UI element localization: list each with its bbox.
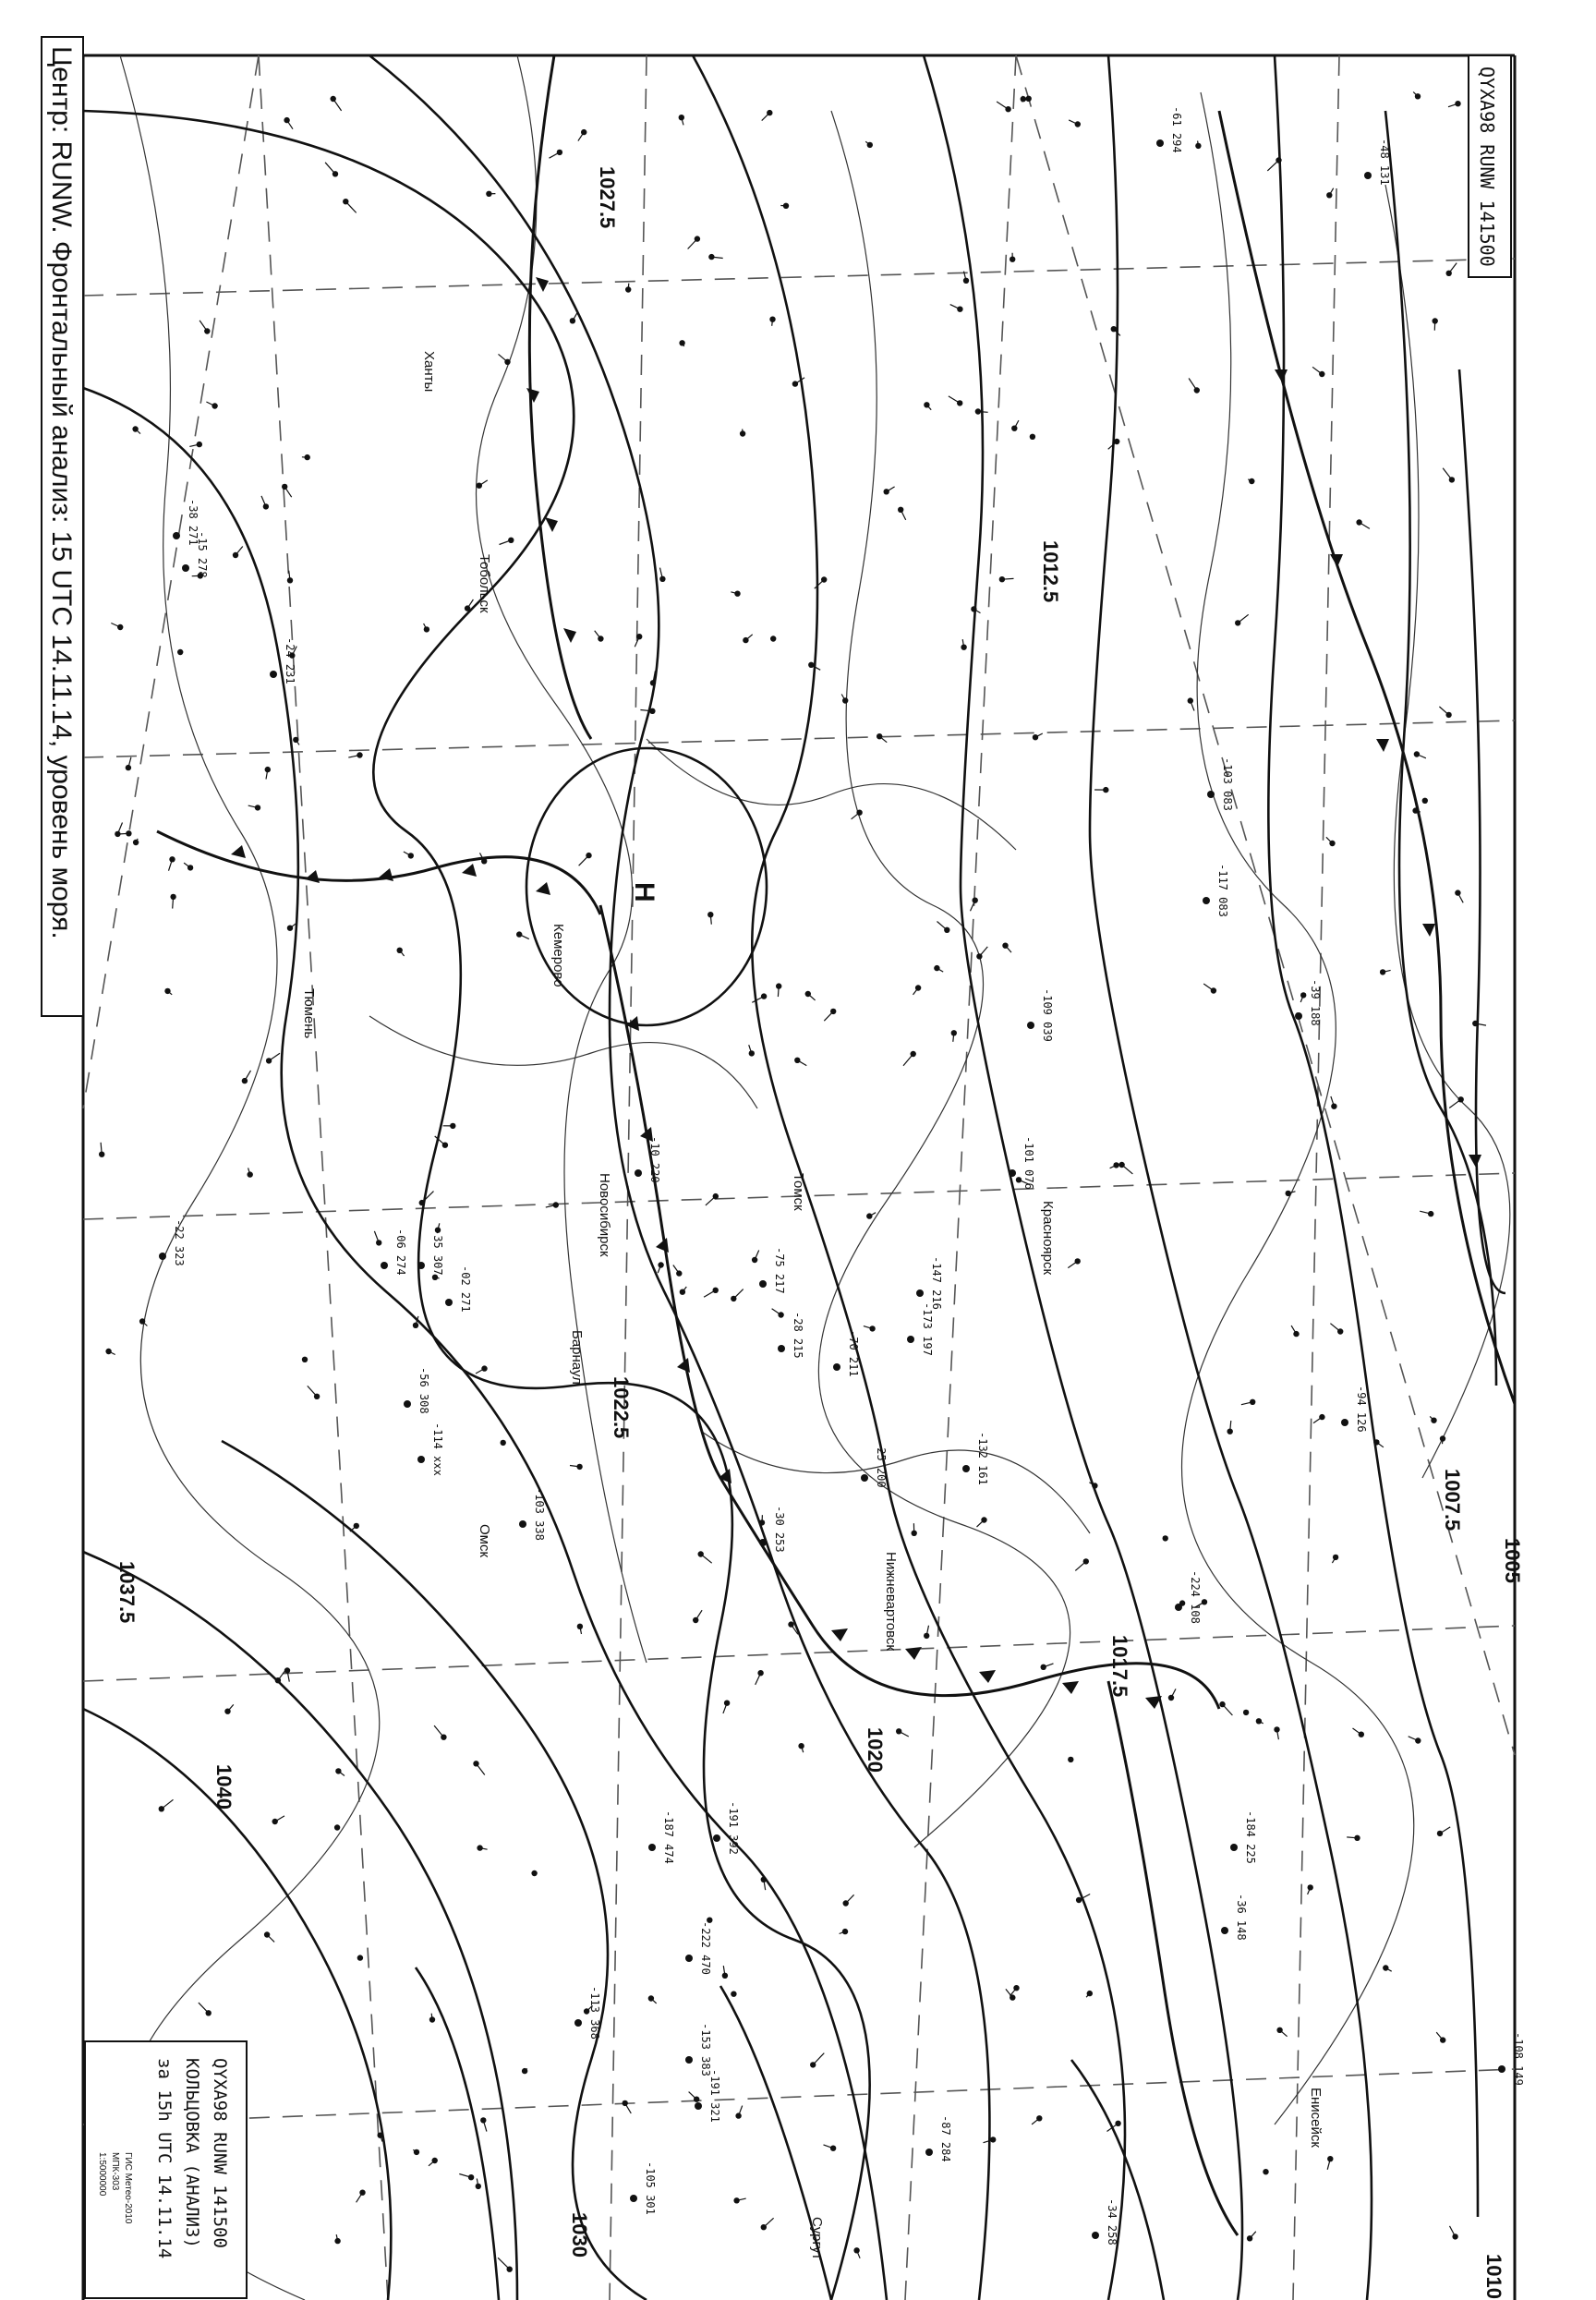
- station-dot: [685, 2056, 693, 2064]
- station-dot: [916, 1289, 924, 1297]
- title-box: [42, 37, 83, 1016]
- station-dot: [759, 1539, 767, 1546]
- station-reading: -61 294: [1170, 106, 1183, 153]
- city-label: Нижневартовск: [883, 1552, 899, 1651]
- station-reading: -103 083: [1221, 757, 1234, 811]
- station-reading: -222 470: [699, 1921, 712, 1975]
- station-dot: [713, 1834, 720, 1842]
- station-reading: -70 211: [847, 1330, 860, 1377]
- wind-barb: [431, 2014, 432, 2020]
- station-reading: -184 225: [1244, 1810, 1257, 1864]
- wind-barb: [733, 1993, 735, 1994]
- station-reading: -28 215: [792, 1312, 804, 1359]
- station-dot: [242, 1078, 248, 1083]
- wind-barb: [978, 412, 988, 413]
- city-label: Тюмень: [301, 988, 317, 1039]
- station-dot: [1113, 1162, 1118, 1168]
- station-reading: -105 301: [644, 2161, 657, 2215]
- station-dot: [749, 1050, 755, 1056]
- station-dot: [1009, 1169, 1016, 1177]
- station-dot: [284, 117, 289, 123]
- station-dot: [1341, 1419, 1348, 1426]
- station-reading: -191 392: [727, 1801, 740, 1855]
- station-dot: [1221, 1927, 1228, 1934]
- stamp-name: КОЛЬЦОВКА (АНАЛИЗ): [182, 2058, 202, 2248]
- wind-barb: [120, 833, 128, 834]
- station-reading: -109 039: [1041, 988, 1054, 1042]
- isobar-label: 1020: [864, 1727, 887, 1773]
- station-dot: [417, 1262, 425, 1269]
- station-dot: [630, 2195, 637, 2202]
- isobar-label: 1030: [568, 2212, 591, 2258]
- station-dot: [1293, 1331, 1299, 1337]
- station-reading: -187 474: [662, 1810, 675, 1864]
- station-dot: [1364, 172, 1372, 179]
- isobar-label: 1005: [1501, 1538, 1524, 1583]
- isobar-label: 1007.5: [1441, 1469, 1464, 1531]
- station-dot: [1498, 2065, 1505, 2073]
- station-dot: [648, 1844, 656, 1851]
- station-dot: [1156, 139, 1164, 147]
- wind-barb: [628, 284, 629, 290]
- station-reading: -132 161: [976, 1432, 989, 1485]
- station-reading: -94 126: [1355, 1386, 1368, 1433]
- station-reading: -103 338: [533, 1487, 546, 1541]
- station-dot: [1437, 1831, 1443, 1836]
- station-reading: -75 217: [773, 1247, 786, 1294]
- city-label: Кемерово: [550, 924, 566, 987]
- station-dot: [1092, 2232, 1099, 2239]
- station-reading: -25 200: [875, 1441, 888, 1488]
- station-reading: -56 308: [417, 1367, 430, 1414]
- station-dot: [173, 532, 180, 539]
- station-dot: [1452, 2233, 1457, 2239]
- station-dot: [635, 1169, 642, 1177]
- station-dot: [869, 1326, 875, 1331]
- station-dot: [1203, 897, 1210, 904]
- city-label: Красноярск: [1040, 1201, 1056, 1276]
- isobar-label: 1010: [1482, 2254, 1505, 2299]
- station-reading: -114 ххх: [431, 1422, 444, 1476]
- station-dot: [861, 1474, 868, 1482]
- wind-barb: [778, 987, 779, 998]
- wind-barb: [1002, 578, 1014, 579]
- station-reading: -48 131: [1378, 139, 1391, 186]
- station-dot: [925, 2149, 933, 2156]
- station-reading: -02 271: [459, 1265, 472, 1313]
- station-reading: -35 307: [431, 1229, 444, 1276]
- station-dot: [866, 1213, 872, 1218]
- station-dot: [465, 605, 470, 611]
- station-dot: [695, 2102, 702, 2110]
- low-center-label: Н: [629, 882, 659, 902]
- isobar-label: 1022.5: [610, 1376, 633, 1439]
- station-reading: -24 231: [284, 637, 296, 684]
- station-dot: [404, 1400, 411, 1408]
- stamp-time: за 15h UTC 14.11.14: [154, 2058, 175, 2259]
- issue-stamp: [85, 2041, 247, 2298]
- station-reading: -36 148: [1235, 1894, 1248, 1941]
- station-dot: [759, 1280, 767, 1288]
- code-label: QYXA98 RUNW 141500: [1476, 67, 1498, 267]
- station-reading: -101 076: [1022, 1136, 1035, 1190]
- station-reading: -113 368: [588, 1986, 601, 2040]
- station-reading: -173 197: [921, 1302, 934, 1356]
- station-dot: [1027, 1022, 1034, 1029]
- city-label: Омск: [477, 1524, 492, 1558]
- city-label: Тобольск: [477, 554, 492, 613]
- station-dot: [1092, 1483, 1097, 1488]
- map-title: Центр: RUNW. Фронтальный анализ: 15 UTC 14.11.14, уровень моря.: [46, 46, 77, 939]
- station-dot: [962, 1465, 970, 1472]
- station-reading: -39 188: [1309, 979, 1322, 1026]
- station-dot: [270, 671, 277, 678]
- station-reading: -10 220: [648, 1136, 661, 1183]
- station-dot: [685, 1955, 693, 1962]
- station-dot: [1005, 106, 1010, 112]
- station-dot: [519, 1520, 526, 1528]
- station-reading: -87 284: [939, 2115, 952, 2162]
- wind-barb: [1022, 96, 1023, 99]
- code-box: [1469, 55, 1511, 277]
- station-reading: -34 258: [1106, 2198, 1118, 2246]
- wind-barb: [1198, 141, 1199, 146]
- station-dot: [957, 307, 962, 312]
- stamp-credit: 1:5000000: [97, 2152, 107, 2197]
- station-dot: [1295, 1012, 1302, 1020]
- station-dot: [381, 1262, 388, 1269]
- station-dot: [1230, 1844, 1238, 1851]
- city-label: Новосибирск: [597, 1173, 612, 1257]
- stamp-credit: МПК-303: [110, 2152, 120, 2191]
- stamp-code: QYXA98 RUNW 141500: [210, 2058, 230, 2248]
- city-label: Енисейск: [1308, 2088, 1324, 2148]
- city-label: Ханты: [421, 351, 437, 393]
- station-reading: -22 323: [173, 1219, 186, 1266]
- station-dot: [501, 1440, 506, 1446]
- isobar-label: 1037.5: [115, 1561, 139, 1624]
- station-reading: -191 321: [708, 2069, 721, 2123]
- wind-barb: [1443, 1439, 1444, 1445]
- station-dot: [248, 1171, 253, 1177]
- station-reading: -108 149: [1512, 2032, 1525, 2086]
- station-reading: -30 253: [773, 1506, 786, 1553]
- station-dot: [1331, 1104, 1336, 1109]
- isobar-label: 1012.5: [1039, 540, 1062, 603]
- city-label: Томск: [791, 1173, 806, 1211]
- wind-barb: [772, 320, 773, 326]
- isobar-label: 1040: [212, 1764, 236, 1810]
- station-reading: -147 216: [930, 1256, 943, 1310]
- stamp-credit: ГИС Метео-2010: [123, 2152, 133, 2224]
- station-dot: [1207, 791, 1215, 798]
- wind-barb: [305, 1360, 306, 1361]
- station-reading: -06 274: [394, 1229, 407, 1276]
- station-dot: [417, 1456, 425, 1463]
- station-dot: [376, 1240, 381, 1245]
- isobar-label: 1017.5: [1108, 1635, 1131, 1698]
- station-dot: [574, 2019, 582, 2027]
- station-dot: [907, 1336, 914, 1343]
- city-label: Барнаул: [569, 1330, 585, 1385]
- station-dot: [159, 1253, 166, 1260]
- station-dot: [357, 1955, 363, 1960]
- station-dot: [833, 1363, 840, 1371]
- station-reading: -224 108: [1189, 1570, 1202, 1624]
- station-reading: -117 083: [1216, 864, 1229, 917]
- station-reading: -15 278: [196, 531, 209, 578]
- station-reading: -153 383: [699, 2023, 712, 2076]
- station-dot: [778, 1345, 785, 1352]
- city-label: Сургут: [809, 2217, 825, 2260]
- station-dot: [182, 564, 189, 572]
- isobar-label: 1027.5: [596, 166, 619, 229]
- station-dot: [334, 1824, 340, 1830]
- station-dot: [445, 1299, 453, 1306]
- station-reading: -38 271: [187, 499, 200, 546]
